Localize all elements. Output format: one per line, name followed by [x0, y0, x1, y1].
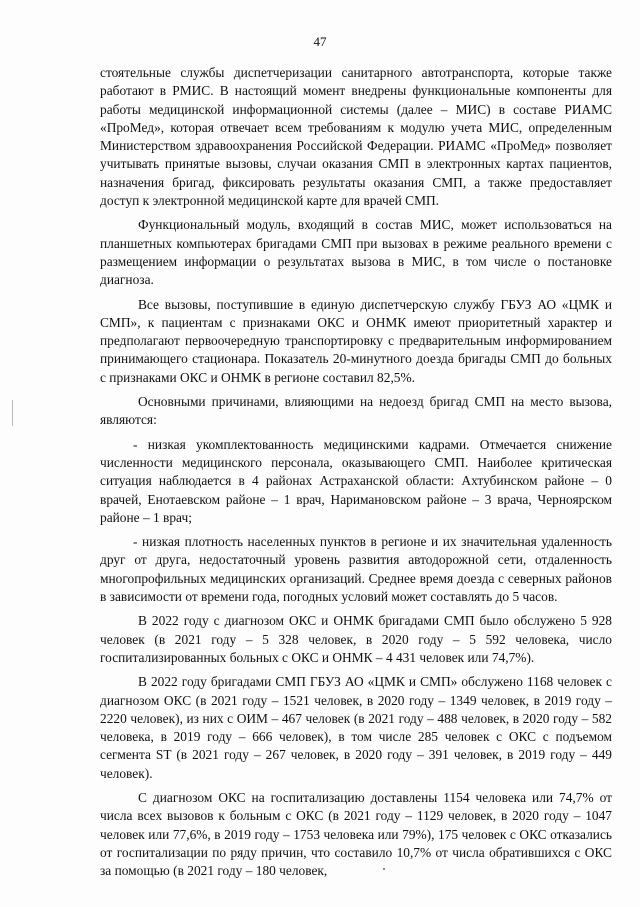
paragraph-acs-hospitalization: С диагнозом ОКС на госпитализацию доставлены 1154 человека или 74,7% от числа всех вызовов к больным с ОКС (в 2021 году – 1129 человек, в 2020 году – 1047 человек или 77,6%, в 2019 году – 1753 человека или 79%), 175 человек с ОКС отказались от госпитализации по ряду причин, что составило 10,7% от числа обратившихся с ОКС за помощью (в 2021 году – 180 человек,: [100, 789, 612, 879]
body-text: [100, 64, 612, 880]
list-item-staffing: - низкая укомплектованность медицинскими кадрами. Отмечается снижение численности медицинского персонала, оказывающего СМП. Наиболее критическая ситуация наблюдается в 4 районах Астраханской области: Ахтубинском районе – 0 врачей, Енотаевском районе – 1 врач, Наримановском районе – 3 врача, Черноярском районе – 1 врач;: [100, 436, 612, 525]
page-number: 47: [313, 34, 327, 49]
scan-speck: [383, 868, 385, 870]
paragraph-continued: стоятельные службы диспетчеризации санитарного автотранспорта, которые также работают в РМИС. В настоящий момент внедрены функциональные компоненты для работы медицинской информационной системы (далее – МИС) в составе РИАМС «ПроМед», которая отвечает всем требованиям к модулю учета МИС, определенным Министерством здравоохранения Российской Федерации. РИАМС «ПроМед» позволяет учитывать принятые вызовы, случаи оказания СМП в электронных картах пациентов, назначения бригад, фиксировать результаты оказания СМП, а также предоставляет доступ к электронной медицинской карте для врачей СМП.: [100, 65, 612, 209]
paragraph-main-reasons: Основными причинами, влияющими на недоезд бригад СМП на место вызова, являются:: [100, 394, 612, 428]
list-item-density: - низкая плотность населенных пунктов в регионе и их значительная удаленность друг от друга, недостаточный уровень развития автодорожной сети, отдаленность многопрофильных медицинских организаций. Среднее время доезда с северных районов в зависимости от времени года, погодных условий может составлять до 5 часов.: [100, 534, 612, 605]
paragraph-2022-acs-brigades: В 2022 году бригадами СМП ГБУЗ АО «ЦМК и СМП» обслужено 1168 человек с диагнозом ОКС (в 2021 году – 1521 человек, в 2020 году – 1349 человек, в 2019 году – 2220 человек), из них с ОИМ – 467 человек (в 2021 году – 488 человек, в 2020 году – 582 человека, в 2019 году – 666 человек), в том числе 285 человек с ОКС с подъемом сегмента ST (в 2021 году – 267 человек, в 2020 году – 391 человек, в 2019 году – 449 человек).: [100, 674, 612, 781]
paragraph-all-calls: Все вызовы, поступившие в единую диспетчерскую службу ГБУЗ АО «ЦМК и СМП», к пациентам с признаками ОКС и ОНМК имеют приоритетный характер и предполагают первоочередную транспортировку с предварительным информированием принимающего стационара. Показатель 20-минутного доезда бригады СМП до больных с признаками ОКС и ОНМК в регионе составил 82,5%.: [100, 296, 612, 385]
scan-margin-mark: [12, 400, 13, 426]
paragraph-2022-acs-stroke: В 2022 году с диагнозом ОКС и ОНМК бригадами СМП было обслужено 5 928 человек (в 2021 году – 5 328 человек, в 2020 году – 5 592 человека, число госпитализированных больных с ОКС и ОНМК – 4 431 человек или 74,7%).: [100, 613, 612, 665]
paragraph-functional-module: Функциональный модуль, входящий в состав МИС, может использоваться на планшетных компьютерах бригадами СМП при вызовах в режиме реального времени с размещением информации о результатах вызова в МИС, в том числе о постановке диагноза.: [100, 217, 612, 288]
